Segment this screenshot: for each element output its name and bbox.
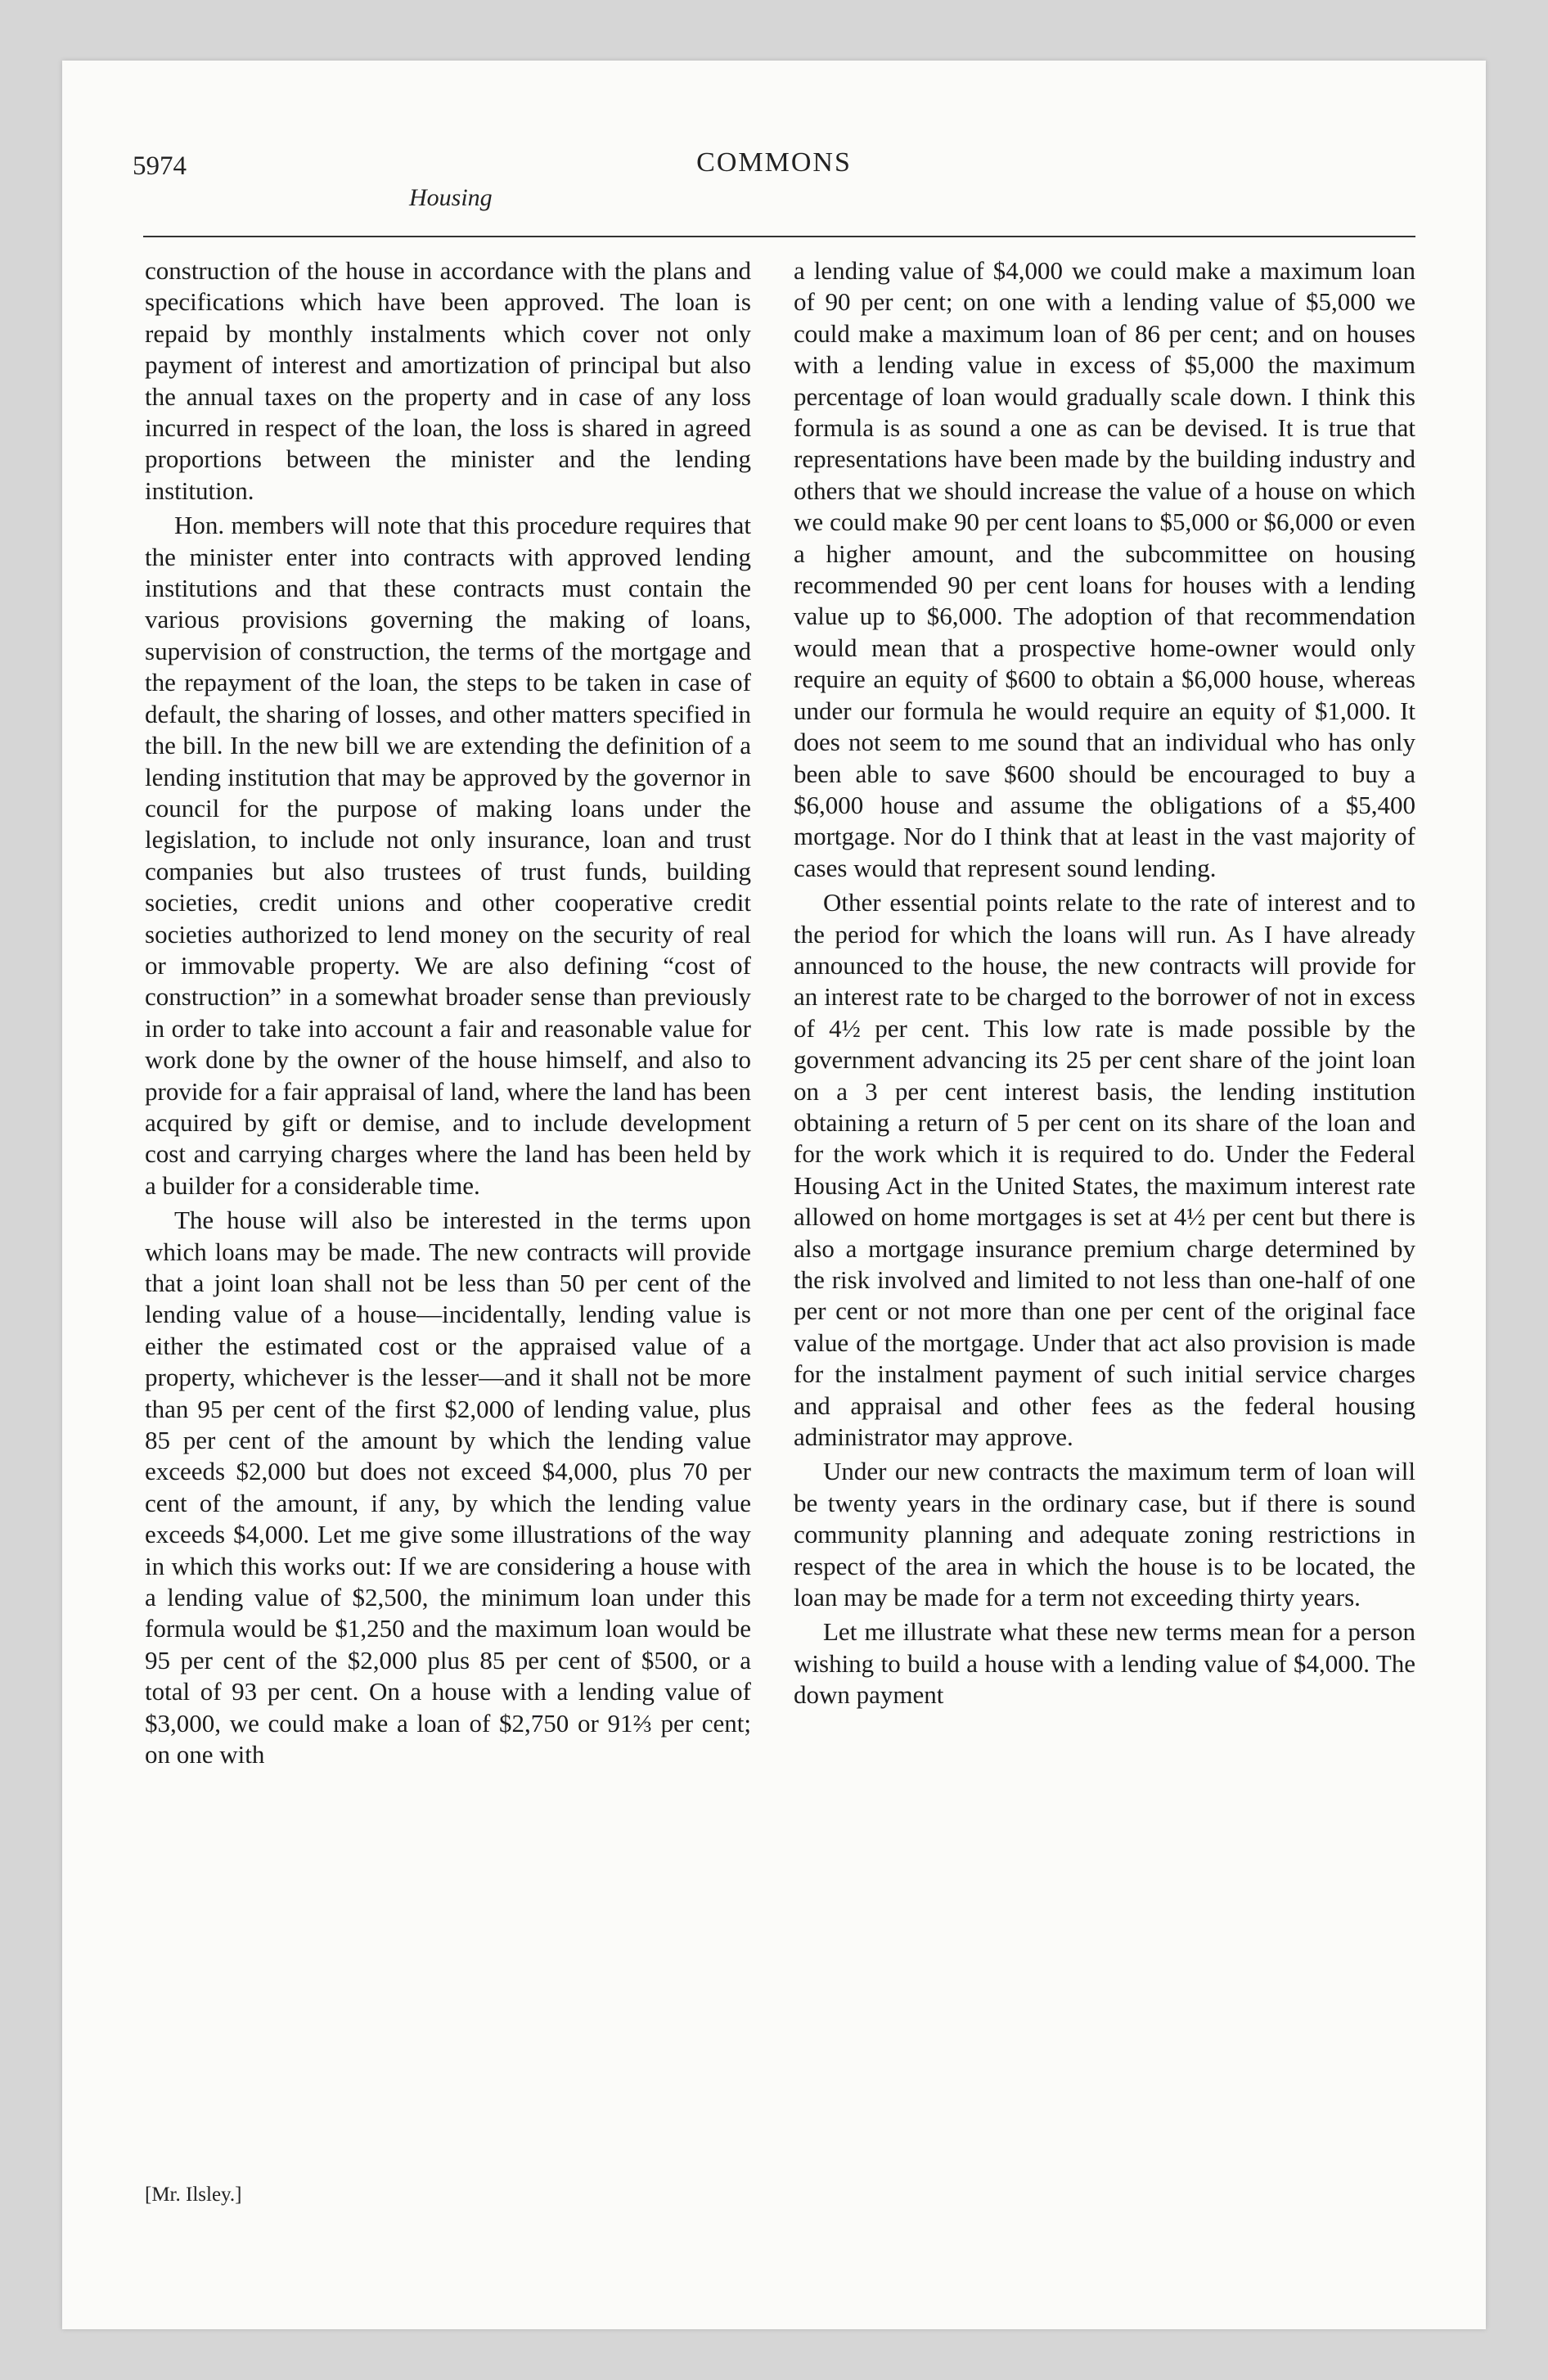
speaker-attribution: [Mr. Ilsley.]: [145, 2184, 242, 2206]
paragraph: Hon. members will note that this procedure requires that the minister enter into contracts with approved lending institutions and that these contracts must contain the various provisions governing the making of loans, supervision of construction, the terms of the mortgage and the repayment of the loan, the steps to be taken in case of default, the sharing of losses, and other matters specified in the bill. In the new bill we are extending the definition of a lending institution that may be approved by the governor in council for the purpose of making loans under the legislation, to include not only insurance, loan and trust companies but also trustees of trust funds, building societies, credit unions and other cooperative credit societies authorized to lend money on the security of real or immovable property. We are also defining “cost of construction” in a somewhat broader sense than previously in order to take into account a fair and reasonable value for work done by the owner of the house himself, and also to provide for a fair appraisal of land, where the land has been acquired by gift or demise, and to include development cost and carrying charges where the land has been held by a builder for a considerable time.: [145, 511, 751, 1200]
paragraph: The house will also be interested in the terms upon which loans may be made. The new contracts will provide that a joint loan shall not be less than 50 per cent of the lending value of a house—incidentally, lending value is either the estimated cost or the appraised value of a property, whichever is the lesser—and it shall not be more than 95 per cent of the first $2,000 of lending value, plus 85 per cent of the amount by which the lending value exceeds $2,000 but does not exceed $4,000, plus 70 per cent of the amount, if any, by which the lending value exceeds $4,000. Let me give some illustrations of the way in which this works out: If we are considering a house with a lending value of $2,500, the minimum loan under this formula would be $1,250 and the maximum loan would be 95 per cent of the $2,000 plus 85 per cent of $500, or a total of 93 per cent. On a house with a lending value of $3,000, we could make a loan of $2,750 or 91⅔ per cent; on one with: [145, 1206, 751, 1769]
paragraph: Let me illustrate what these new terms mean for a person wishing to build a house with a lending value of $4,000. The down payment: [794, 1617, 1415, 1710]
header-rule: [143, 236, 1415, 237]
left-column: [145, 255, 751, 1774]
running-subtitle: Housing: [409, 184, 493, 211]
paragraph: Under our new contracts the maximum term of loan will be twenty years in the ordinary case, but if there is sound community planning and adequate zoning restrictions in respect of the area in which the house is to be located, the loan may be made for a term not exceeding thirty years.: [794, 1457, 1415, 1612]
right-column: [794, 255, 1415, 1715]
paragraph: Other essential points relate to the rate of interest and to the period for which the loans will run. As I have already announced to the house, the new contracts will provide for an interest rate to be charged to the borrower of not in excess of 4½ per cent. This low rate is made possible by the government advancing its 25 per cent share of the joint loan on a 3 per cent interest basis, the lending institution obtaining a return of 5 per cent on its share of the loan and for the work which it is required to do. Under the Federal Housing Act in the United States, the maximum interest rate allowed on home mortgages is set at 4½ per cent but there is also a mortgage insurance premium charge determined by the risk involved and limited to not less than one-half of one per cent or not more than one per cent of the original face value of the mortgage. Under that act also provision is made for the instalment payment of such initial service charges and appraisal and other fees as the federal housing administrator may approve.: [794, 888, 1415, 1452]
paragraph: construction of the house in accordance with the plans and specifications which have been approved. The loan is repaid by monthly instalments which cover not only payment of interest and amortization of principal but also the annual taxes on the property and in case of any loss incurred in respect of the loan, the loss is shared in agreed proportions between the minister and the lending institution.: [145, 256, 751, 505]
page-number: 5974: [133, 151, 187, 181]
paragraph: a lending value of $4,000 we could make a maximum loan of 90 per cent; on one with a lending value of $5,000 we could make a maximum loan of 86 per cent; and on houses with a lending value in excess of $5,000 the maximum percentage of loan would gradually scale down. I think this formula is as sound a one as can be devised. It is true that representations have been made by the building industry and others that we should increase the value of a house on which we could make 90 per cent loans to $5,000 or $6,000 or even a higher amount, and the subcommittee on housing recommended 90 per cent loans for houses with a lending value up to $6,000. The adoption of that recommendation would mean that a prospective home-owner would only require an equity of $600 to obtain a $6,000 house, whereas under our formula he would require an equity of $1,000. It does not seem to me sound that an individual who has only been able to save $600 should be encouraged to buy a $6,000 house and assume the obligations of a $5,400 mortgage. Nor do I think that at least in the vast majority of cases would that represent sound lending.: [794, 256, 1415, 882]
running-title: COMMONS: [696, 147, 852, 178]
